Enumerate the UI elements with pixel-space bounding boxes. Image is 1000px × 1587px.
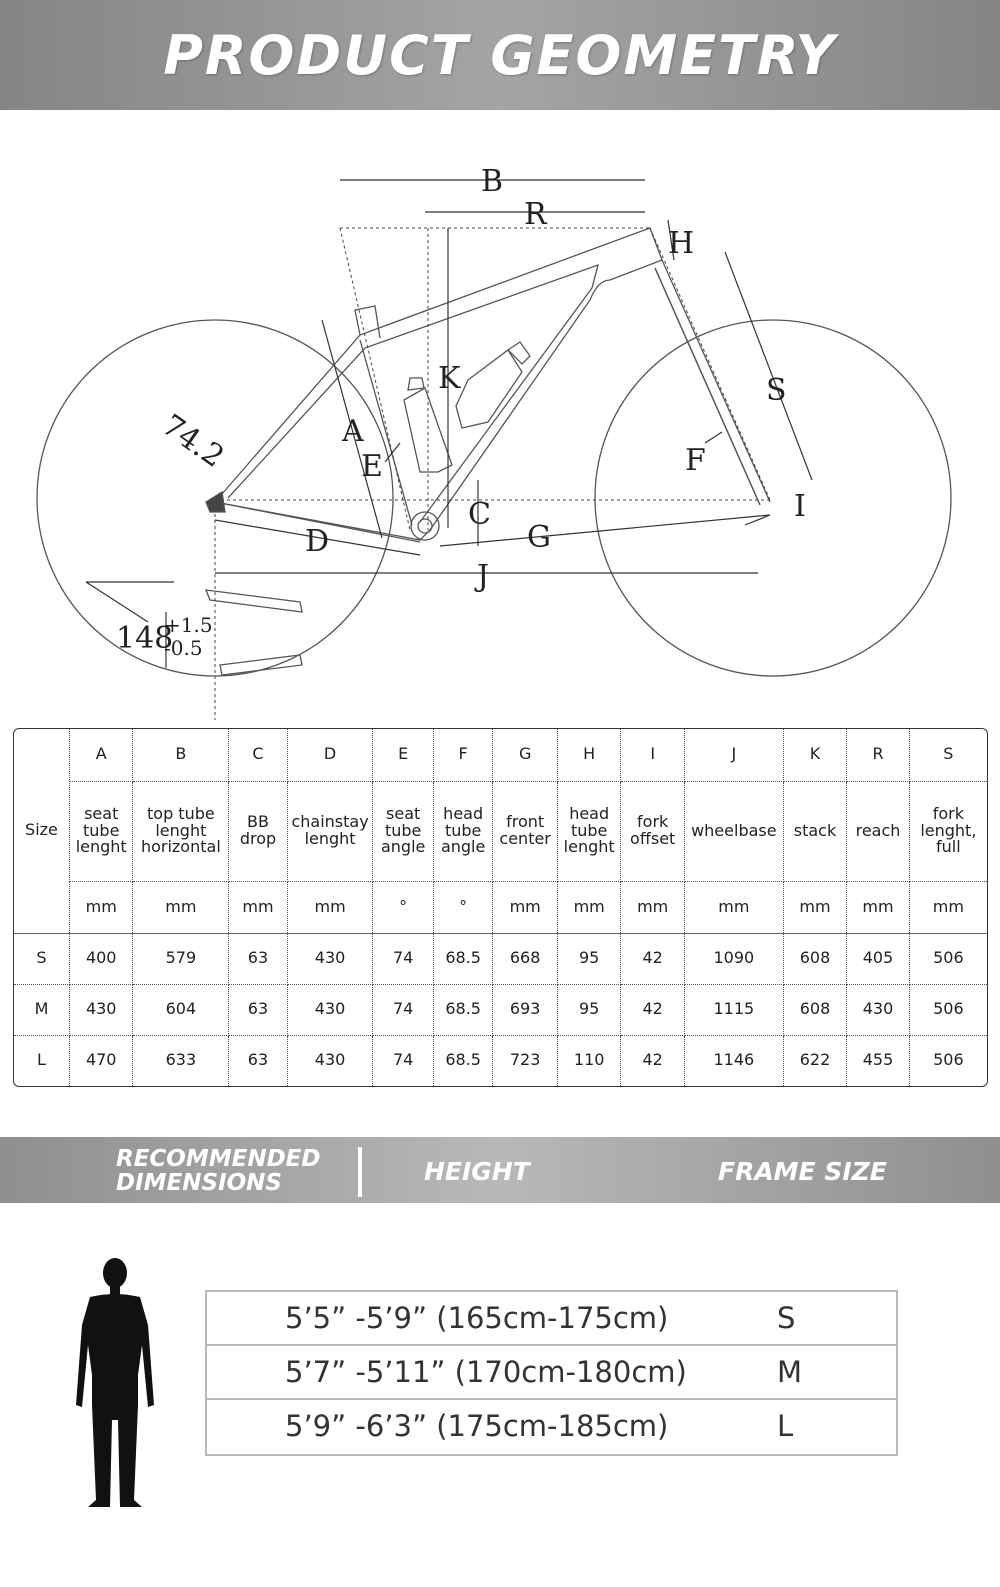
column-name-line: drop — [239, 829, 277, 848]
row-size: M — [14, 984, 69, 1035]
column-name-line: top tube — [147, 803, 215, 823]
table-cell: 63 — [229, 1035, 287, 1086]
table-cell: 1115 — [684, 984, 783, 1035]
frame-size: M — [777, 1355, 803, 1389]
table-cell: 668 — [493, 933, 558, 984]
column-name-line: lenght, — [920, 820, 977, 840]
table-cell: 506 — [933, 1050, 964, 1070]
geometry-diagram — [0, 110, 1000, 730]
label-spacing-minus: -0.5 — [164, 636, 203, 660]
recommended-banner — [0, 1137, 1000, 1203]
label-J: J — [477, 559, 490, 594]
column-name-line: seat — [84, 803, 119, 823]
frame-inner — [228, 265, 598, 522]
table-cell: 95 — [557, 984, 621, 1035]
column-name — [229, 781, 287, 881]
recommended-title: RECOMMENDED DIMENSIONS — [116, 1146, 321, 1196]
label-D: D — [305, 524, 330, 559]
column-letter: J — [684, 729, 783, 781]
size-chart — [205, 1290, 898, 1456]
column-unit: mm — [133, 881, 229, 933]
table-cell: 723 — [493, 1035, 558, 1086]
dim-line-S — [725, 252, 812, 480]
column-letter: B — [133, 729, 229, 781]
table-cell: 693 — [493, 984, 558, 1035]
column-letter: K — [783, 729, 847, 781]
column-name-line: wheelbase — [691, 820, 777, 840]
table-cell: 430 — [287, 933, 373, 984]
column-unit: ° — [373, 881, 433, 933]
table-cell: 42 — [621, 984, 685, 1035]
header-banner — [0, 0, 1000, 110]
table-cell: 42 — [621, 1035, 685, 1086]
table-cell: 579 — [133, 933, 229, 984]
person-silhouette-icon — [72, 1255, 158, 1510]
column-letter: G — [493, 729, 558, 781]
column-name-line: seat — [386, 803, 421, 823]
column-name — [133, 781, 229, 881]
column-name — [287, 781, 373, 881]
column-unit: mm — [493, 881, 558, 933]
frame-size-header: FRAME SIZE — [718, 1157, 887, 1186]
column-letter: A — [69, 729, 133, 781]
page-title: PRODUCT GEOMETRY — [163, 23, 837, 87]
table-cell: 430 — [287, 1035, 373, 1086]
column-name-line: angle — [440, 837, 486, 857]
column-name — [847, 781, 910, 881]
column-name-line: lenght — [155, 820, 207, 840]
height-header: HEIGHT — [424, 1157, 530, 1186]
table-cell: 430 — [847, 984, 910, 1035]
column-name-line: center — [499, 829, 551, 848]
table-cell: 1090 — [684, 933, 783, 984]
table-cell: 604 — [133, 984, 229, 1035]
table-cell: 63 — [229, 984, 287, 1035]
label-K: K — [438, 361, 461, 396]
label-E: E — [361, 449, 383, 484]
column-name-line: head — [443, 803, 484, 823]
column-name — [373, 781, 433, 881]
water-bottle-left — [404, 388, 452, 472]
label-G: G — [527, 520, 551, 555]
label-spacing: 148 — [116, 621, 174, 656]
table-cell: 74 — [373, 933, 433, 984]
table-row — [14, 1035, 987, 1086]
column-unit: mm — [847, 881, 910, 933]
column-name-line: head — [569, 803, 610, 823]
table-cell: 74 — [373, 1035, 433, 1086]
table-cell: 506 — [909, 984, 987, 1035]
column-name — [621, 781, 685, 881]
column-name — [783, 781, 847, 881]
column-name-line: horizontal — [140, 837, 221, 857]
column-unit: mm — [783, 881, 847, 933]
frame-size: S — [777, 1301, 796, 1335]
size-chart-row — [207, 1292, 896, 1346]
size-chart-row — [207, 1400, 896, 1454]
table-row — [14, 933, 987, 984]
table-cell: 63 — [229, 933, 287, 984]
label-A: A — [342, 414, 364, 449]
column-letter: H — [557, 729, 621, 781]
column-name-line: reach — [855, 820, 901, 840]
height-range: 5’7” -5’11” (170cm-180cm) — [285, 1355, 687, 1389]
label-B: B — [481, 164, 504, 199]
table-cell: 95 — [557, 933, 621, 984]
column-unit: mm — [229, 881, 287, 933]
column-name — [433, 781, 492, 881]
row-size: L — [14, 1035, 69, 1086]
table-cell: 506 — [909, 933, 987, 984]
column-letter: S — [909, 729, 987, 781]
row-size: S — [14, 933, 69, 984]
table-cell: 1146 — [684, 1035, 783, 1086]
column-letter: I — [621, 729, 685, 781]
table-cell: 400 — [69, 933, 133, 984]
label-angle: 74.2 — [155, 407, 231, 475]
table-cell: 430 — [287, 984, 373, 1035]
height-range: 5’5” -5’9” (165cm-175cm) — [285, 1301, 669, 1335]
column-unit: mm — [621, 881, 685, 933]
column-name-line: full — [936, 837, 961, 857]
column-name — [557, 781, 621, 881]
geometry-table — [13, 728, 988, 1087]
column-unit: ° — [433, 881, 492, 933]
banner-divider — [358, 1147, 362, 1197]
column-name-line: tube — [444, 820, 482, 840]
label-S: S — [766, 373, 787, 408]
table-unit-row — [14, 881, 987, 933]
column-letter: D — [287, 729, 373, 781]
table-letter-row — [14, 729, 987, 781]
height-range: 5’9” -6’3” (175cm-185cm) — [285, 1409, 669, 1443]
column-letter: E — [373, 729, 433, 781]
column-name-line: angle — [380, 837, 426, 857]
table-cell: 68.5 — [433, 984, 492, 1035]
frame-size: L — [777, 1409, 794, 1443]
table-cell: 68.5 — [433, 1035, 492, 1086]
column-name — [69, 781, 133, 881]
table-cell: 74 — [373, 984, 433, 1035]
size-chart-row — [207, 1346, 896, 1400]
label-spacing-plus: +1.5 — [164, 613, 213, 637]
column-name — [493, 781, 558, 881]
column-name-line: fork — [637, 812, 669, 832]
table-row — [14, 984, 987, 1035]
column-name-line: lenght — [563, 837, 615, 857]
column-unit: mm — [684, 881, 783, 933]
column-name — [684, 781, 783, 881]
table-cell: 42 — [621, 933, 685, 984]
column-name-line: chainstay — [291, 812, 369, 832]
label-R: R — [524, 197, 547, 232]
table-cell: 455 — [847, 1035, 910, 1086]
table-cell: 405 — [847, 933, 910, 984]
column-unit: mm — [287, 881, 373, 933]
table-cell: 608 — [783, 933, 847, 984]
column-name-line: tube — [570, 820, 608, 840]
column-name-line: tube — [384, 820, 422, 840]
column-unit: mm — [909, 881, 987, 933]
column-name-line: offset — [630, 829, 676, 848]
column-name-line: tube — [83, 820, 120, 840]
column-name-line: stack — [793, 820, 837, 840]
table-cell: 68.5 — [433, 933, 492, 984]
column-letter: R — [847, 729, 910, 781]
water-bottle-right — [456, 350, 522, 428]
table-cell: 608 — [783, 984, 847, 1035]
column-name-line: lenght — [304, 829, 356, 848]
column-name — [909, 781, 987, 881]
table-name-row — [14, 781, 987, 881]
bike-frame-drawing — [0, 110, 1000, 730]
label-C: C — [468, 497, 491, 532]
table-cell: 110 — [557, 1035, 621, 1086]
column-name-line: front — [506, 812, 545, 832]
column-name-line: BB — [247, 812, 269, 832]
column-letter: C — [229, 729, 287, 781]
table-cell: 430 — [69, 984, 133, 1035]
column-name-line: lenght — [75, 837, 127, 857]
table-cell: 633 — [133, 1035, 229, 1086]
table-cell: 622 — [783, 1035, 847, 1086]
column-name-line: fork — [932, 803, 964, 823]
column-unit: mm — [69, 881, 133, 933]
size-header: Size — [14, 729, 69, 933]
column-letter: F — [433, 729, 492, 781]
column-unit: mm — [557, 881, 621, 933]
label-H: H — [668, 226, 695, 261]
label-F: F — [685, 443, 706, 478]
table-cell: 470 — [69, 1035, 133, 1086]
label-I: I — [794, 489, 806, 524]
